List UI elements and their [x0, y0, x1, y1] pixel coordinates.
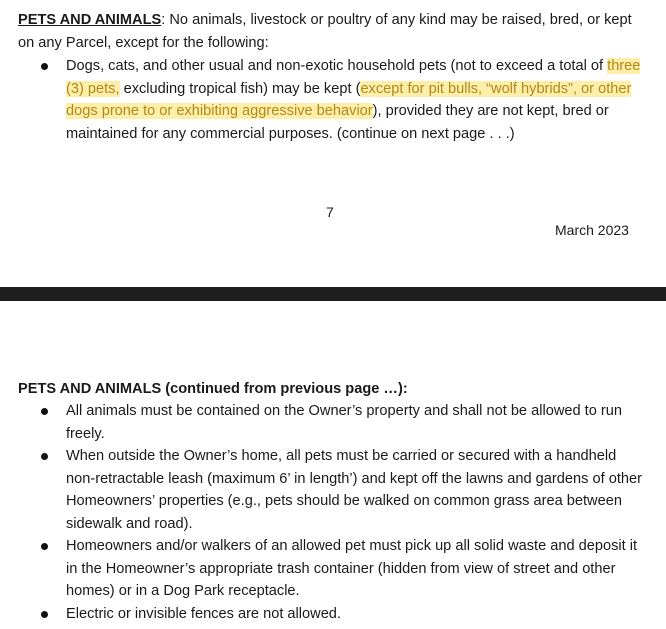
bullet-text: Homeowners and/or walkers of an allowed pet must pick up all solid waste and deposit it in the Homeowner’s appropriate trash container (hidden from view of street and other homes) or in a Dog Park receptacle.: [66, 538, 638, 599]
intro-text-line2: on any Parcel, except for the following:: [18, 35, 269, 51]
list-item: [0, 603, 666, 626]
bullet-text: Electric or invisible fences are not allowed.: [66, 605, 341, 622]
pets-exception-list: [0, 55, 666, 145]
page-number: 7: [326, 204, 334, 220]
bullet-text: All animals must be contained on the Owner’s property and shall not be allowed to run freely.: [66, 403, 622, 442]
bullet-icon: [41, 453, 48, 460]
page-footer-date: March 2023: [555, 222, 629, 238]
list-item: [0, 400, 666, 445]
bullet-icon: [41, 63, 48, 70]
bullet-text: Dogs, cats, and other usual and non-exotic household pets (not to exceed a total of: [66, 58, 608, 74]
bullet-text: excluding tropical fish) may be kept (: [119, 80, 361, 97]
highlighted-text: except for pit bulls, “wolf hybrids”, or other dogs prone to or exhibiting aggressive behavior: [66, 80, 632, 119]
highlighted-text: three (3) pets,: [66, 58, 641, 97]
bullet-text: ), provided they are not kept, bred or maintained for any commercial purposes. (continue on next page . . .): [66, 103, 609, 142]
pets-intro-paragraph: [18, 9, 648, 55]
document-page-7: [0, 0, 666, 287]
list-item: [0, 445, 666, 535]
list-item: [0, 535, 666, 603]
section-heading-pets: PETS AND ANIMALS: [18, 12, 162, 28]
bullet-icon: [41, 408, 48, 415]
section-heading-pets-continued: PETS AND ANIMALS (continued from previous page …):: [18, 381, 408, 397]
document-page-8: [0, 301, 666, 629]
page-break-divider: [0, 287, 666, 301]
bullet-text: When outside the Owner’s home, all pets must be carried or secured with a handheld non-retractable leash (maximum 6’ in length’) and kept off the lawns and gardens of other Homeowners’ properties (e.g., pets should be walked on common grass area between sidewalk and road).: [66, 448, 642, 532]
intro-text-line1: : No animals, livestock or poultry of any kind may be raised, bred, or kept: [161, 12, 632, 28]
bullet-icon: [41, 543, 48, 550]
pets-rules-list: [0, 400, 666, 625]
list-item: [0, 55, 666, 145]
bullet-icon: [41, 611, 48, 618]
